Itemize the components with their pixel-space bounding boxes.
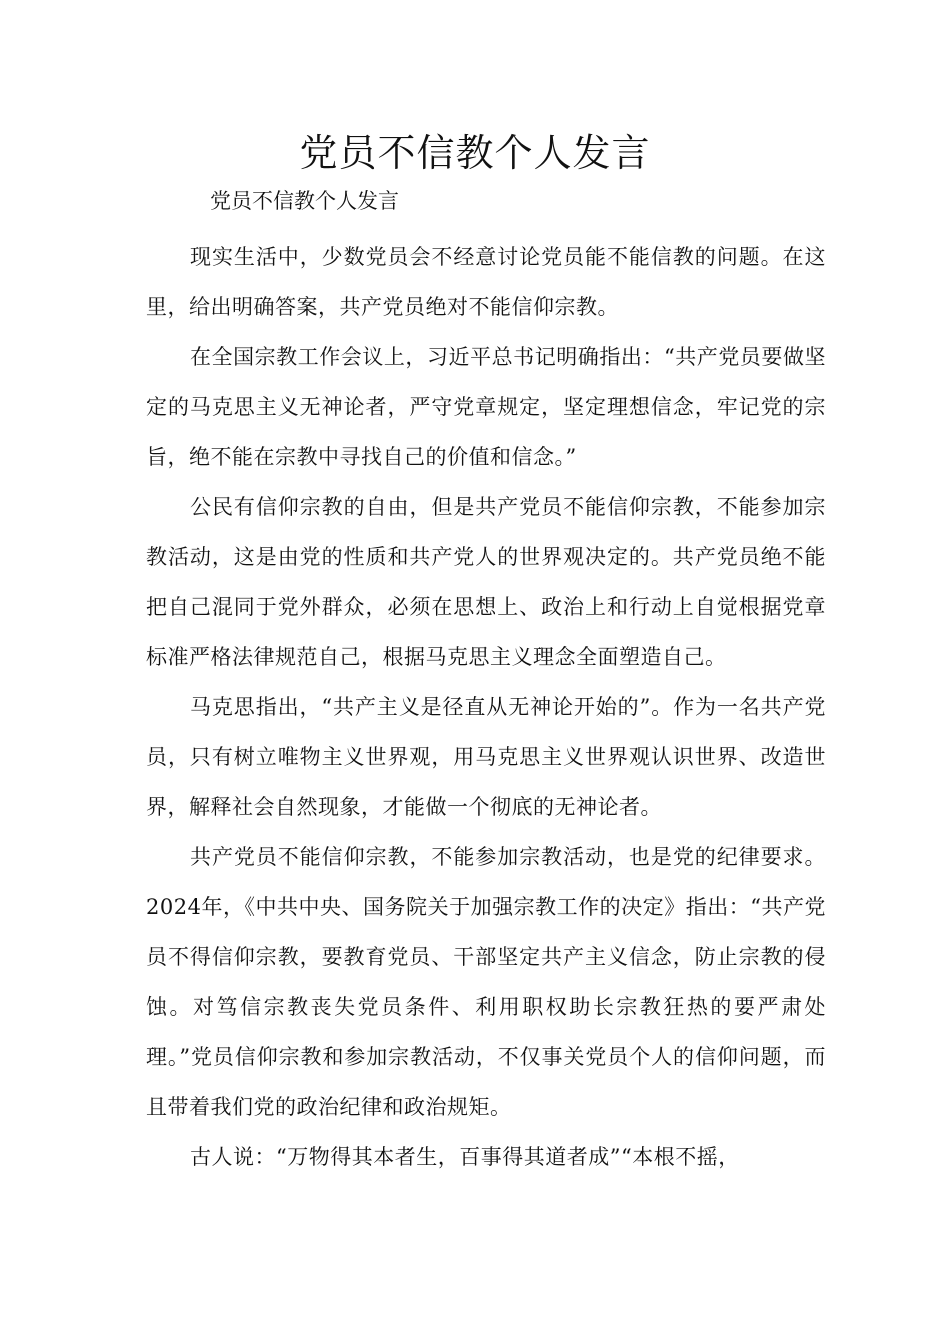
document-subtitle: 党员不信教个人发言 — [210, 189, 399, 213]
paragraph: 在全国宗教工作会议上，习近平总书记明确指出：“共产党员要做坚定的马克思主义无神论者，严守党章规定，坚定理想信念，牢记党的宗旨，绝不能在宗教中寻找自己的价值和信念。” — [146, 345, 826, 469]
document-body — [146, 232, 826, 1182]
paragraph: 现实生活中，少数党员会不经意讨论党员能不能信教的问题。在这里，给出明确答案，共产党员绝对不能信仰宗教。 — [146, 245, 826, 319]
paragraph: 共产党员不能信仰宗教，不能参加宗教活动，也是党的纪律要求。2024年，《中共中央、国务院关于加强宗教工作的决定》指出：“共产党员不得信仰宗教，要教育党员、干部坚定共产主义信念，防止宗教的侵蚀。对笃信宗教丧失党员条件、利用职权助长宗教狂热的要严肃处理。”党员信仰宗教和参加宗教活动，不仅事关党员个人的信仰问题，而且带着我们党的政治纪律和政治规矩。 — [146, 845, 826, 1119]
paragraph: 古人说：“万物得其本者生，百事得其道者成”“本根不摇， — [190, 1145, 740, 1169]
paragraph: 公民有信仰宗教的自由，但是共产党员不能信仰宗教，不能参加宗教活动，这是由党的性质和共产党人的世界观决定的。共产党员绝不能把自己混同于党外群众，必须在思想上、政治上和行动上自觉根据党章标准严格法律规范自己，根据马克思主义理念全面塑造自己。 — [146, 495, 826, 669]
document-title: 党员不信教个人发言 — [299, 131, 651, 175]
paragraph: 马克思指出，“共产主义是径直从无神论开始的”。作为一名共产党员，只有树立唯物主义世界观，用马克思主义世界观认识世界、改造世界，解释社会自然现象，才能做一个彻底的无神论者。 — [146, 695, 826, 819]
